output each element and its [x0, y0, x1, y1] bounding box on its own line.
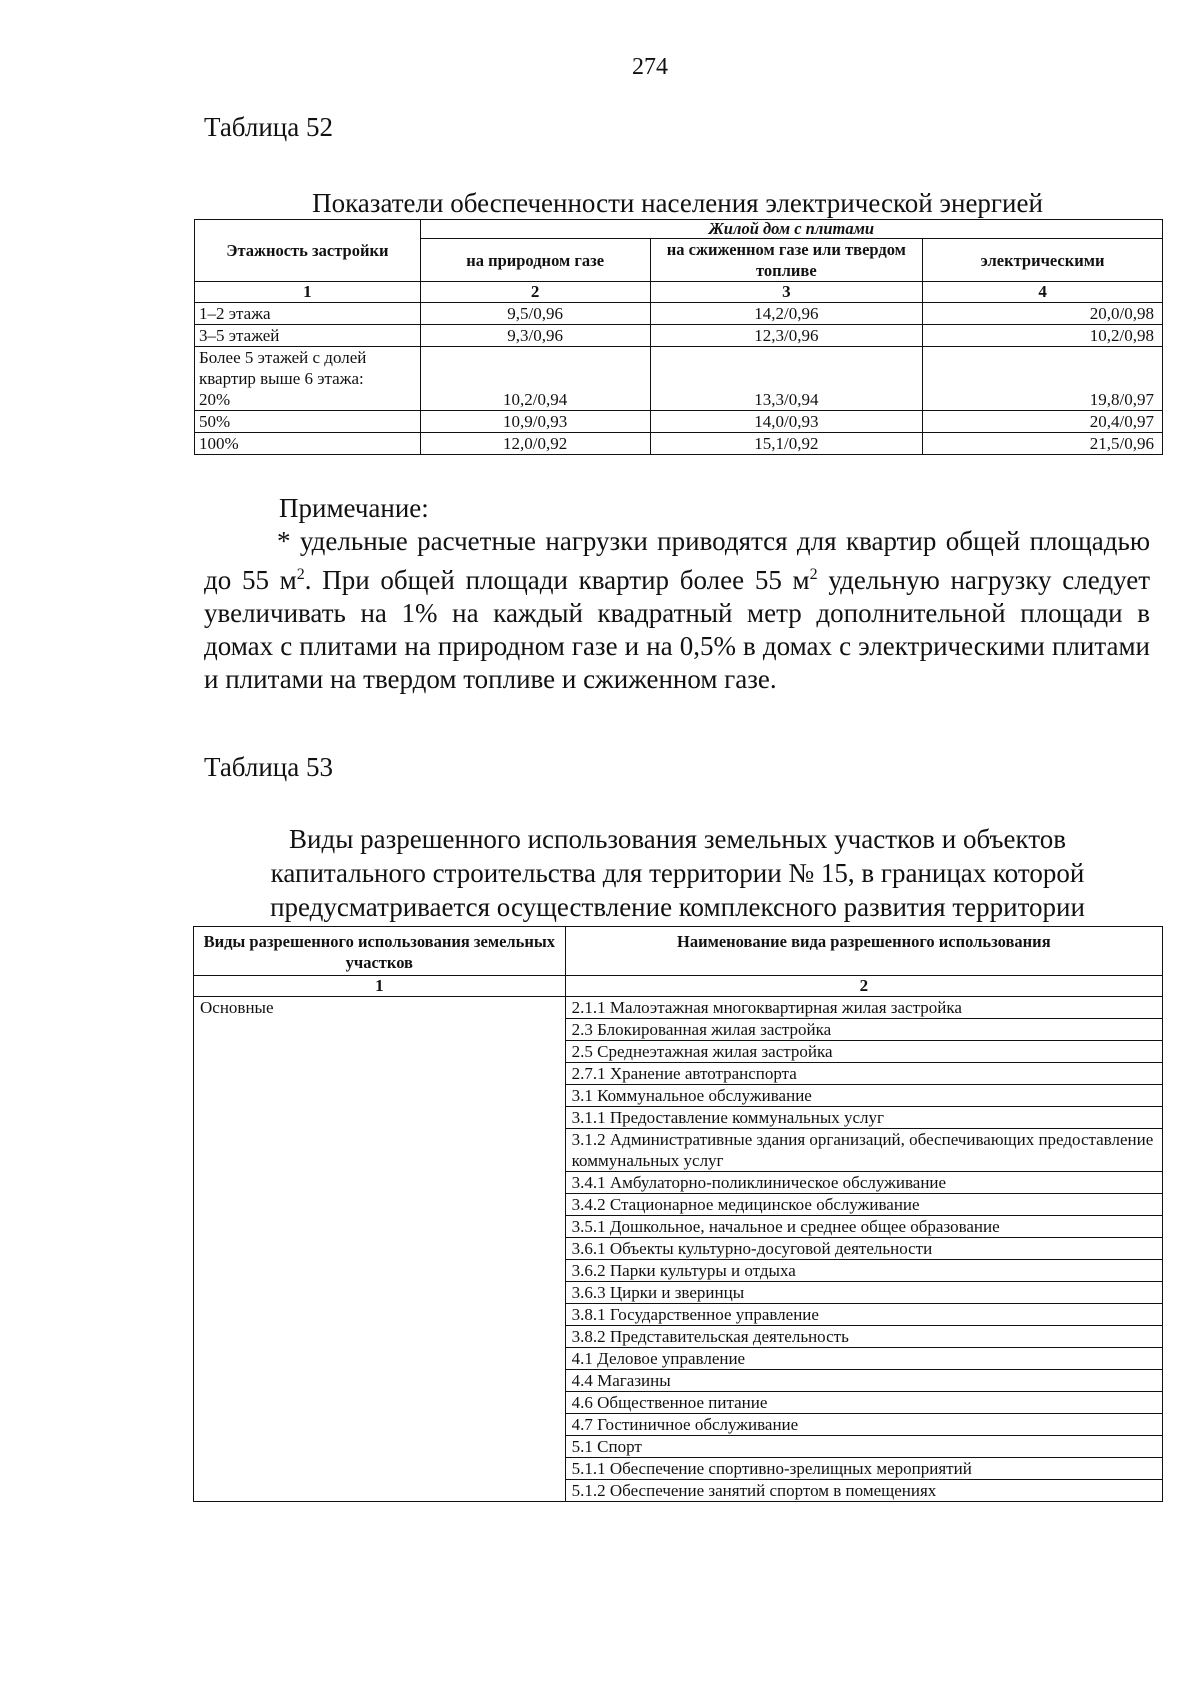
table-row — [195, 347, 1163, 411]
use-item: 5.1 Спорт — [565, 1436, 1162, 1458]
value-natural-gas: 12,0/0,92 — [420, 433, 650, 455]
note-superscript: 2 — [296, 566, 305, 583]
header-natural-gas: на природном газе — [420, 239, 650, 282]
use-item: 2.5 Среднеэтажная жилая застройка — [565, 1041, 1162, 1063]
header-use-name: Наименование вида разрешенного использования — [565, 927, 1162, 976]
value-natural-gas: 10,9/0,93 — [420, 411, 650, 433]
header-use-types: Виды разрешенного использования земельных участков — [194, 927, 566, 976]
use-item: 2.1.1 Малоэтажная многоквартирная жилая застройка — [565, 997, 1162, 1019]
use-item: 3.5.1 Дошкольное, начальное и среднее общее образование — [565, 1216, 1162, 1238]
note-superscript: 2 — [809, 566, 818, 583]
value-electric: 10,2/0,98 — [923, 325, 1163, 347]
note-text-part: . При общей площади квартир более 55 м — [304, 565, 810, 595]
value-electric: 20,4/0,97 — [923, 411, 1163, 433]
value-liquid-gas: 12,3/0,96 — [650, 325, 923, 347]
use-item: 3.4.2 Стационарное медицинское обслуживание — [565, 1194, 1162, 1216]
row-label: 100% — [195, 433, 421, 455]
use-item: 4.4 Магазины — [565, 1370, 1162, 1392]
index-cell: 3 — [650, 282, 923, 303]
table-53-title-line: Виды разрешенного использования земельных участков и объектов — [289, 824, 1066, 854]
row-label: Более 5 этажей с долей квартир выше 6 этажа: — [199, 348, 367, 388]
header-floors: Этажность застройки — [195, 220, 421, 282]
row-label-group — [195, 347, 421, 411]
uses-list — [194, 997, 1163, 1502]
use-item: 4.1 Деловое управление — [565, 1348, 1162, 1370]
use-item: 4.7 Гостиничное обслуживание — [565, 1414, 1162, 1436]
table-53-title-line: капитального строительства для территории № 15, в границах которой — [270, 858, 1085, 888]
header-electric: электрическими — [923, 239, 1163, 282]
value-natural-gas: 9,3/0,96 — [420, 325, 650, 347]
use-item: 3.8.2 Представительская деятельность — [565, 1326, 1162, 1348]
row-label: 3–5 этажей — [195, 325, 421, 347]
page-number: 274 — [632, 54, 668, 80]
use-item: 2.7.1 Хранение автотранспорта — [565, 1063, 1162, 1085]
row-label: 20% — [199, 390, 231, 409]
use-item: 3.6.3 Цирки и зверинцы — [565, 1282, 1162, 1304]
index-cell: 2 — [565, 976, 1162, 997]
index-cell: 1 — [195, 282, 421, 303]
table-52 — [194, 219, 1163, 455]
value-natural-gas: 9,5/0,96 — [420, 303, 650, 325]
value-natural-gas: 10,2/0,94 — [420, 347, 650, 411]
note-block — [204, 492, 1150, 696]
row-label: 50% — [195, 411, 421, 433]
row-label: 1–2 этажа — [195, 303, 421, 325]
table-53-label: Таблица 53 — [204, 752, 333, 782]
use-item: 3.6.2 Парки культуры и отдыха — [565, 1260, 1162, 1282]
header-liquid-gas: на сжиженном газе или твердом топливе — [650, 239, 923, 282]
table-row — [195, 325, 1163, 347]
use-item: 3.4.1 Амбулаторно-поликлиническое обслуживание — [565, 1172, 1162, 1194]
use-item: 3.6.1 Объекты культурно-досуговой деятельности — [565, 1238, 1162, 1260]
index-cell: 2 — [420, 282, 650, 303]
note-text-part: * удельные расчетные нагрузки приводятся для квартир общей площадью до 55 м — [204, 526, 1150, 595]
table-53-title-line: предусматривается осуществление комплексного развития территории — [270, 892, 1085, 922]
value-liquid-gas: 13,3/0,94 — [650, 347, 923, 411]
note-text-part: удельную нагрузку следует увеличивать на 1% на каждый квадратный метр дополнительной площади в домах с плитами на природном газе и на 0,5% в домах с электрическими плитами и плитами на твердом топливе и сжиженном газе. — [204, 565, 1151, 694]
value-electric: 20,0/0,98 — [923, 303, 1163, 325]
table-52-title: Показатели обеспеченности населения электрической энергией — [312, 188, 1043, 218]
use-item: 3.1.2 Административные здания организаций, обеспечивающих предоставление коммунальных услуг — [565, 1129, 1162, 1172]
value-liquid-gas: 14,0/0,93 — [650, 411, 923, 433]
use-item: 3.1 Коммунальное обслуживание — [565, 1085, 1162, 1107]
use-item: 2.3 Блокированная жилая застройка — [565, 1019, 1162, 1041]
value-liquid-gas: 14,2/0,96 — [650, 303, 923, 325]
index-cell: 4 — [923, 282, 1163, 303]
header-house-group: Жилой дом с плитами — [420, 220, 1162, 239]
note-heading: Примечание: — [279, 493, 429, 523]
table-53-title — [196, 822, 1159, 924]
index-row — [194, 976, 1163, 997]
value-electric: 21,5/0,96 — [923, 433, 1163, 455]
table-row — [194, 997, 1163, 1019]
category-cell: Основные — [194, 997, 566, 1502]
index-cell: 1 — [194, 976, 566, 997]
table-53 — [193, 926, 1163, 1502]
table-row — [195, 433, 1163, 455]
value-liquid-gas: 15,1/0,92 — [650, 433, 923, 455]
index-row — [195, 282, 1163, 303]
value-electric: 19,8/0,97 — [923, 347, 1163, 411]
table-row — [195, 303, 1163, 325]
use-item: 5.1.2 Обеспечение занятий спортом в помещениях — [565, 1480, 1162, 1502]
use-item: 5.1.1 Обеспечение спортивно-зрелищных мероприятий — [565, 1458, 1162, 1480]
table-52-label: Таблица 52 — [204, 112, 333, 142]
use-item: 3.8.1 Государственное управление — [565, 1304, 1162, 1326]
note-text — [204, 525, 1150, 696]
table-row — [195, 411, 1163, 433]
use-item: 3.1.1 Предоставление коммунальных услуг — [565, 1107, 1162, 1129]
use-item: 4.6 Общественное питание — [565, 1392, 1162, 1414]
